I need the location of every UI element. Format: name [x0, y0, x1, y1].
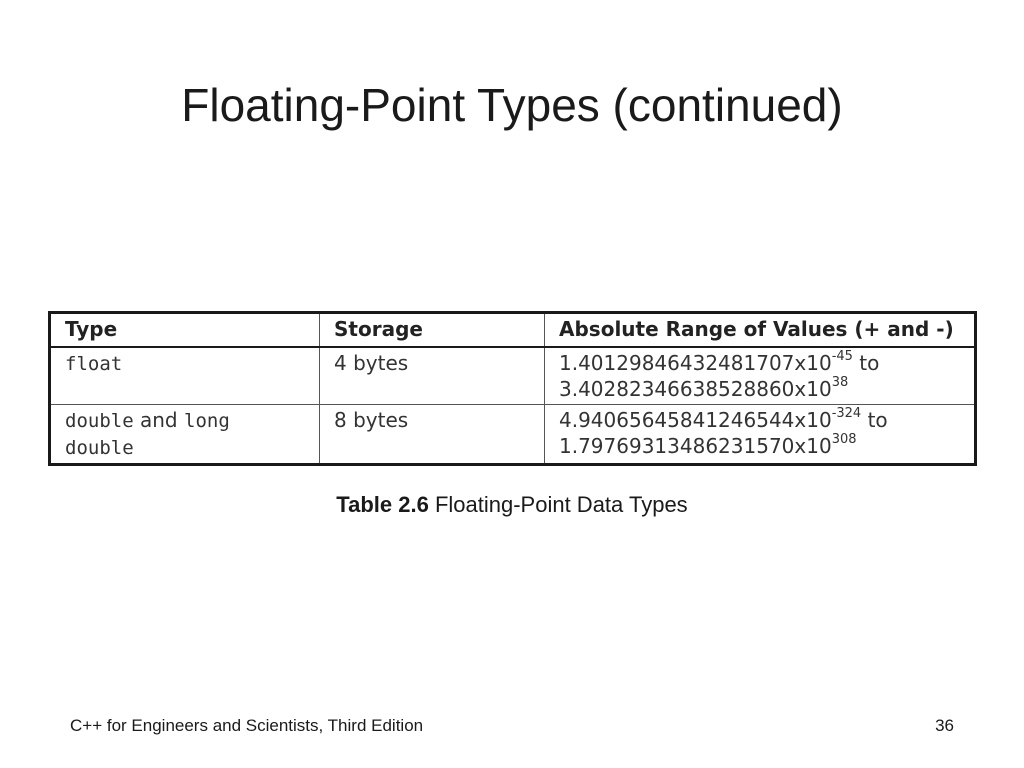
range-min-mantissa: 1.40129846432481707x10	[559, 351, 832, 375]
range-min-mantissa: 4.94065645841246544x10	[559, 408, 832, 432]
floating-point-table-container	[48, 311, 977, 466]
type-code: double	[65, 410, 134, 432]
type-code: float	[65, 353, 123, 375]
cell-range	[545, 347, 976, 405]
range-max-exponent: 38	[831, 375, 849, 391]
header-type: Type	[50, 313, 320, 348]
floating-point-table	[48, 311, 977, 466]
cell-storage: 4 bytes	[320, 347, 545, 405]
type-code: double	[65, 437, 134, 459]
range-min-exponent: -324	[831, 406, 862, 422]
table-row-double	[50, 405, 976, 465]
table-row-float	[50, 347, 976, 405]
footer-page-number: 36	[935, 716, 954, 735]
range-to: to	[867, 408, 888, 432]
footer-book-title: C++ for Engineers and Scientists, Third Edition	[70, 716, 424, 735]
caption-label: Table 2.6	[336, 492, 429, 517]
table-caption	[0, 492, 1024, 518]
range-min-exponent: -45	[831, 349, 853, 365]
slide-title: Floating-Point Types (continued)	[181, 79, 843, 131]
caption-text: Floating-Point Data Types	[434, 492, 688, 517]
cell-type	[50, 347, 320, 405]
type-code: long	[184, 410, 230, 432]
range-max-exponent: 308	[831, 432, 857, 448]
range-to: to	[859, 351, 880, 375]
header-storage: Storage	[320, 313, 545, 348]
range-max-mantissa: 3.40282346638528860x10	[559, 377, 832, 401]
type-conjunction: and	[140, 408, 178, 432]
header-range: Absolute Range of Values (+ and -)	[545, 313, 976, 348]
cell-type	[50, 405, 320, 465]
range-max-mantissa: 1.79769313486231570x10	[559, 434, 832, 458]
cell-storage: 8 bytes	[320, 405, 545, 465]
cell-range	[545, 405, 976, 465]
table-header-row	[50, 313, 976, 348]
